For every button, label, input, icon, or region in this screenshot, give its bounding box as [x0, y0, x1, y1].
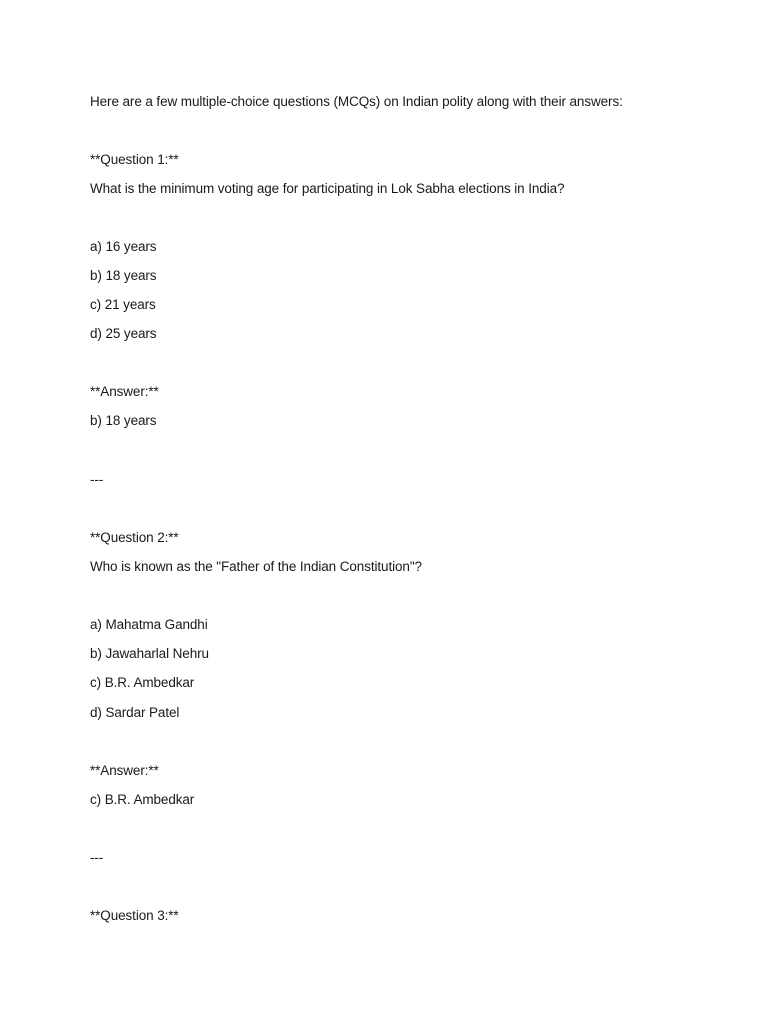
separator-2: ---	[90, 850, 104, 865]
question-1-option-b: b) 18 years	[90, 268, 157, 283]
question-2-option-b: b) Jawaharlal Nehru	[90, 646, 209, 661]
separator-1: ---	[90, 472, 104, 487]
question-1-option-d: d) 25 years	[90, 326, 157, 341]
question-2-option-a: a) Mahatma Gandhi	[90, 617, 208, 632]
question-1-text: What is the minimum voting age for participating in Lok Sabha elections in India?	[90, 181, 565, 196]
question-2-answer: c) B.R. Ambedkar	[90, 792, 195, 807]
question-2-option-c: c) B.R. Ambedkar	[90, 675, 195, 690]
question-2-text: Who is known as the "Father of the Indian Constitution"?	[90, 559, 422, 574]
question-1-answer: b) 18 years	[90, 413, 157, 428]
question-1-heading: **Question 1:**	[90, 152, 179, 167]
question-2-answer-heading: **Answer:**	[90, 763, 159, 778]
question-1-option-c: c) 21 years	[90, 297, 156, 312]
question-2-heading: **Question 2:**	[90, 530, 179, 545]
question-3-heading: **Question 3:**	[90, 908, 179, 923]
intro-text: Here are a few multiple-choice questions (MCQs) on Indian polity along with their answers:	[90, 94, 623, 109]
question-1-option-a: a) 16 years	[90, 239, 157, 254]
question-2-option-d: d) Sardar Patel	[90, 705, 180, 720]
question-1-answer-heading: **Answer:**	[90, 384, 159, 399]
